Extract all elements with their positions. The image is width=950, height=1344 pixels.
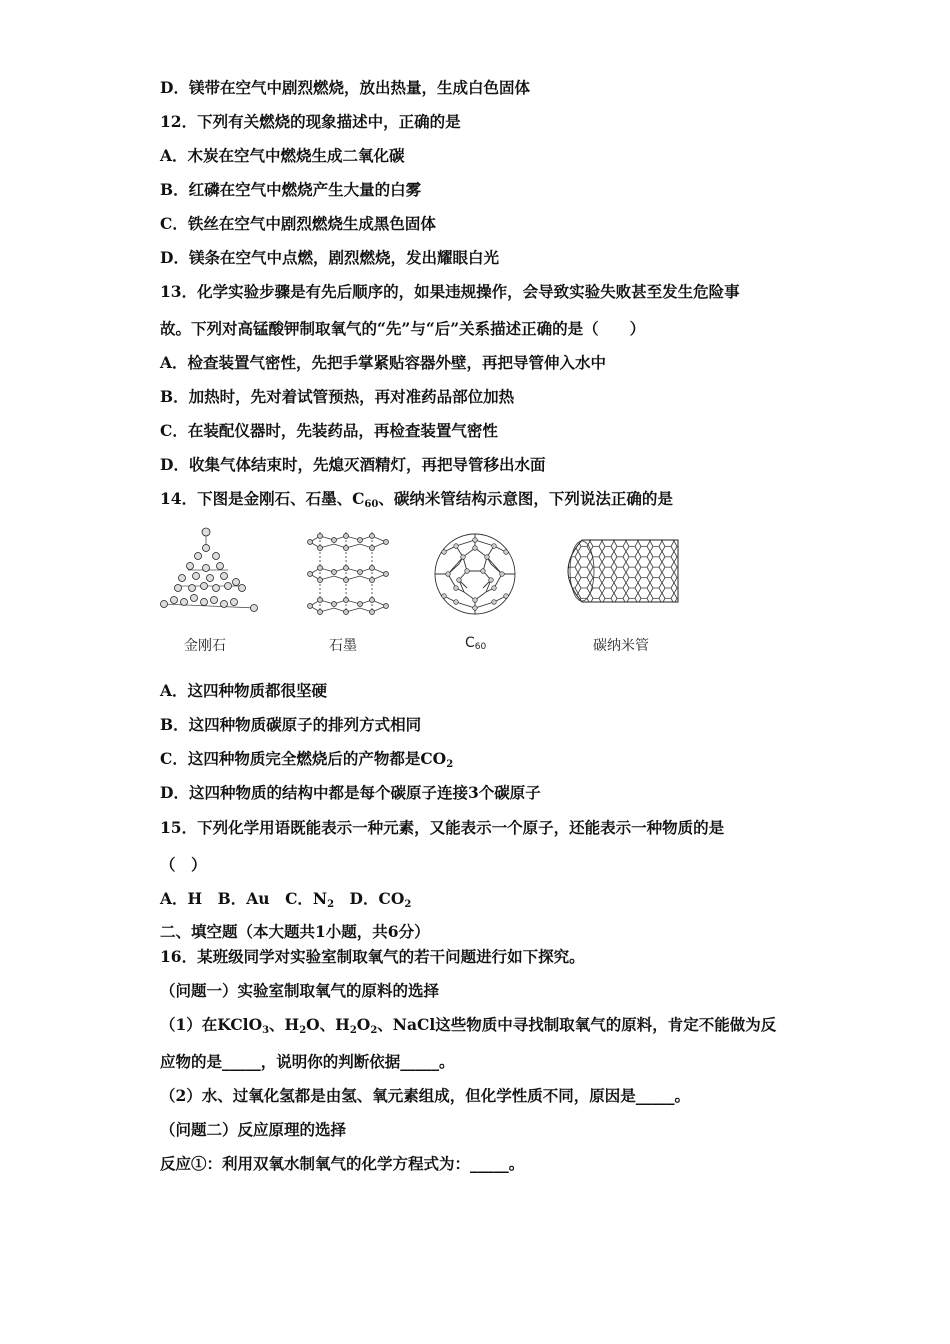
q16-part1-line1: （1）在KClO$_3$、$H_2O$、$H_2O_2$、NaCl这些物质中寻找制取氧气的原料，肯定不能做为反: [160, 1015, 777, 1036]
q15-answer-paren: （ ）: [160, 855, 207, 874]
q16-part2: （2）水、过氧化氢都是由氢、氧元素组成，但化学性质不同，原因是_____。: [160, 1086, 691, 1105]
section-heading-fill-blank: 二、填空题（本大题共1小题，共6分）: [160, 922, 430, 941]
q13-stem-line2: 故。下列对高锰酸钾制取氧气的“先”与“后”关系描述正确的是（ ）: [160, 319, 646, 338]
q14-stem: 14．下图是金刚石、石墨、$C_{60}$、碳纳米管结构示意图，下列说法正确的是: [160, 489, 673, 510]
c60-structure-figure: [432, 530, 518, 618]
q14-option-d: D．这四种物质的结构中都是每个碳原子连接3个碳原子: [160, 783, 541, 802]
graphite-structure-figure: [306, 530, 392, 618]
q12-option-d: D．镁条在空气中点燃，剧烈燃烧，发出耀眼白光: [160, 248, 499, 267]
diamond-structure-figure: [158, 526, 262, 618]
q16-problem-two-heading: （问题二）反应原理的选择: [160, 1120, 347, 1139]
q12-option-c: C．铁丝在空气中剧烈燃烧生成黑色固体: [160, 214, 436, 233]
q13-option-d: D．收集气体结束时，先熄灭酒精灯，再把导管移出水面: [160, 455, 546, 474]
caption-nanotube: 碳纳米管: [593, 638, 649, 654]
caption-c60: C60: [465, 635, 487, 652]
q16-problem-one-heading: （问题一）实验室制取氧气的原料的选择: [160, 981, 440, 1000]
q14-option-c: C．这四种物质完全燃烧后的产物都是$CO_2$: [160, 749, 454, 770]
caption-graphite: 石墨: [329, 638, 357, 654]
q14-option-b: B．这四种物质碳原子的排列方式相同: [160, 715, 422, 734]
q13-option-a: A．检查装置气密性，先把手掌紧贴容器外壁，再把导管伸入水中: [160, 353, 607, 372]
q12-option-b: B．红磷在空气中燃烧产生大量的白雾: [160, 180, 422, 199]
q15-options: A．H B．Au C．$N_2$ D．$CO_2$: [160, 889, 412, 910]
q13-stem-line1: 13．化学实验步骤是有先后顺序的，如果违规操作，会导致实验失败甚至发生危险事: [160, 282, 740, 301]
nanotube-structure-figure: [566, 536, 682, 606]
q12-stem: 12．下列有关燃烧的现象描述中，正确的是: [160, 112, 461, 131]
q14-option-a: A．这四种物质都很坚硬: [160, 681, 328, 700]
q12-option-a: A．木炭在空气中燃烧生成二氧化碳: [160, 146, 405, 165]
q16-stem: 16．某班级同学对实验室制取氧气的若干问题进行如下探究。: [160, 947, 585, 966]
q15-stem: 15．下列化学用语既能表示一种元素，又能表示一个原子，还能表示一种物质的是: [160, 818, 725, 837]
q13-option-c: C．在装配仪器时，先装药品，再检查装置气密性: [160, 421, 498, 440]
caption-diamond: 金刚石: [184, 638, 226, 654]
q16-reaction-one: 反应①：利用双氧水制氧气的化学方程式为：_____。: [160, 1154, 525, 1173]
q13-option-b: B．加热时，先对着试管预热，再对准药品部位加热: [160, 387, 515, 406]
q16-part1-line2: 应物的是_____，说明你的判断依据_____。: [160, 1052, 455, 1071]
q11-option-d: D．镁带在空气中剧烈燃烧，放出热量，生成白色固体: [160, 78, 530, 97]
